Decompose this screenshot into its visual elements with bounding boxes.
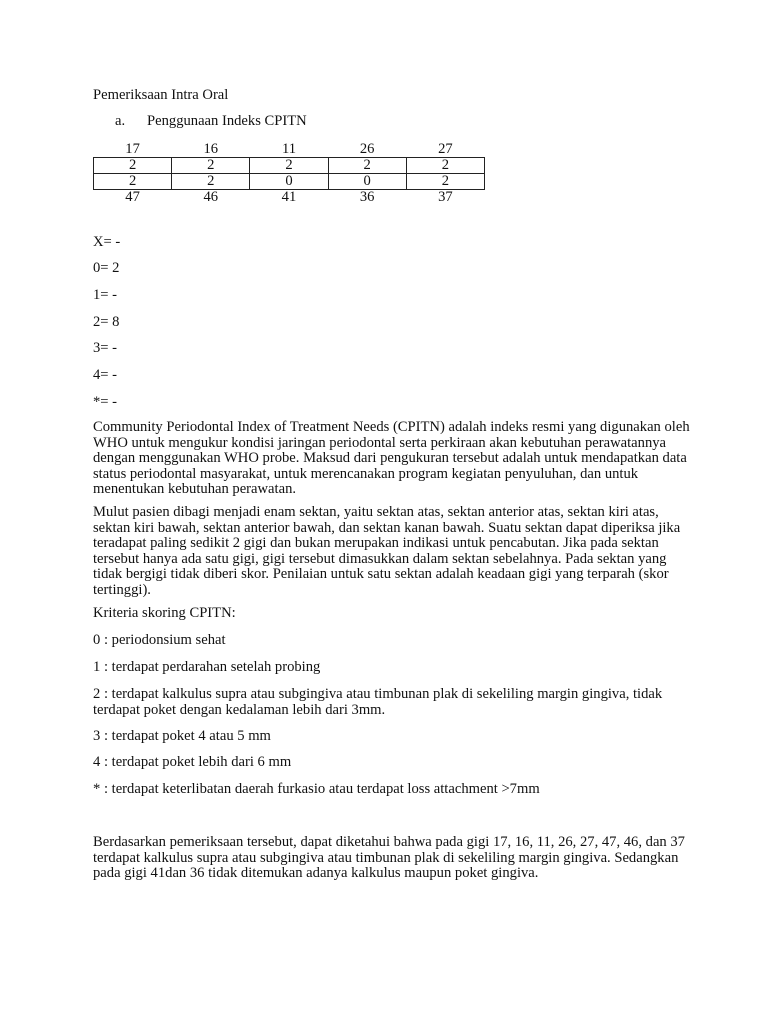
- criteria-item: 0 : periodonsium sehat: [93, 632, 226, 648]
- tooth-number: 37: [438, 189, 453, 205]
- bottom-teeth-row: [94, 190, 485, 206]
- tooth-number: 16: [203, 141, 219, 157]
- criteria-item: 1 : terdapat perdarahan setelah probing: [93, 659, 321, 675]
- tooth-number: 36: [359, 189, 375, 205]
- score-cell: 2: [328, 158, 406, 174]
- score-row-upper: [94, 158, 485, 174]
- tooth-number: 46: [203, 189, 219, 205]
- score-cell: 2: [94, 174, 172, 190]
- score-count: X= -: [93, 234, 121, 250]
- score-cell: 0: [250, 174, 328, 190]
- subheading-label: a.: [115, 113, 126, 129]
- score-cell: 2: [406, 174, 484, 190]
- subheading: [115, 114, 307, 130]
- score-count: 2= 8: [93, 314, 120, 330]
- score-row-lower: [94, 174, 485, 190]
- subheading-text: Penggunaan Indeks CPITN: [147, 113, 307, 129]
- criteria-title: Kriteria skoring CPITN:: [93, 605, 236, 621]
- conclusion-paragraph: Berdasarkan pemeriksaan tersebut, dapat diketahui bahwa pada gigi 17, 16, 11, 26, 27, 47, 46, dan 37 terdapat kalkulus supra atau subgingiva atau timbunan plak di sekeliling margin gingiva. Sedangkan pada gigi 41dan 36 tidak ditemukan adanya kalkulus maupun poket gingiva.: [93, 834, 685, 881]
- criteria-item: 3 : terdapat poket 4 atau 5 mm: [93, 728, 271, 744]
- sextant-paragraph: Mulut pasien dibagi menjadi enam sektan, yaitu sektan atas, sektan anterior atas, sektan kiri atas, sektan kiri bawah, sektan anterior bawah, dan sektan kanan bawah. Suatu sektan dapat diperiksa jika teradapat paling sedikit 2 gigi dan bukan merupakan indikasi untuk pencabutan. Jika pada sektan tersebut hanya ada satu gigi, gigi tersebut dimasukkan dalam sektan sebelahnya. Pada sektan yang tidak bergigi tidak diberi skor. Penilaian untuk satu sektan adalah keadaan gigi yang terparah (skor tertinggi).: [93, 504, 681, 598]
- tooth-number: 41: [281, 189, 297, 205]
- tooth-number: 26: [359, 141, 375, 157]
- section-title: Pemeriksaan Intra Oral: [93, 87, 229, 103]
- criteria-item: 4 : terdapat poket lebih dari 6 mm: [93, 754, 292, 770]
- tooth-number: 11: [281, 141, 296, 157]
- cpitn-definition-paragraph: Community Periodontal Index of Treatment Needs (CPITN) adalah indeks resmi yang digunakan oleh WHO untuk mengukur kondisi jaringan periodontal serta perkiraan akan kebutuhan perawatannya dengan menggunakan WHO probe. Maksud dari pengukuran tersebut adalah untuk mendapatkan data status periodontal masyarakat, untuk merencanakan program kegiatan penyuluhan, dan untuk menentukan kebutuhan perawatan.: [93, 419, 690, 497]
- top-teeth-row: [94, 142, 485, 158]
- score-count: 1= -: [93, 287, 118, 303]
- score-cell: 2: [406, 158, 484, 174]
- cpitn-table: [93, 142, 485, 205]
- score-count: *= -: [93, 394, 118, 410]
- criteria-item: * : terdapat keterlibatan daerah furkasio atau terdapat loss attachment >7mm: [93, 781, 540, 797]
- score-cell: 2: [172, 174, 250, 190]
- criteria-item: 2 : terdapat kalkulus supra atau subgingiva atau timbunan plak di sekeliling margin gingiva, tidak terdapat poket dengan kedalaman lebih dari 3mm.: [93, 686, 663, 718]
- tooth-number: 27: [438, 141, 453, 157]
- score-cell: 0: [328, 174, 406, 190]
- score-cell: 2: [250, 158, 328, 174]
- score-cell: 2: [172, 158, 250, 174]
- score-cell: 2: [94, 158, 172, 174]
- score-count: 3= -: [93, 340, 118, 356]
- tooth-number: 47: [125, 189, 140, 205]
- score-count: 0= 2: [93, 260, 120, 276]
- tooth-number: 17: [125, 141, 140, 157]
- score-count: 4= -: [93, 367, 118, 383]
